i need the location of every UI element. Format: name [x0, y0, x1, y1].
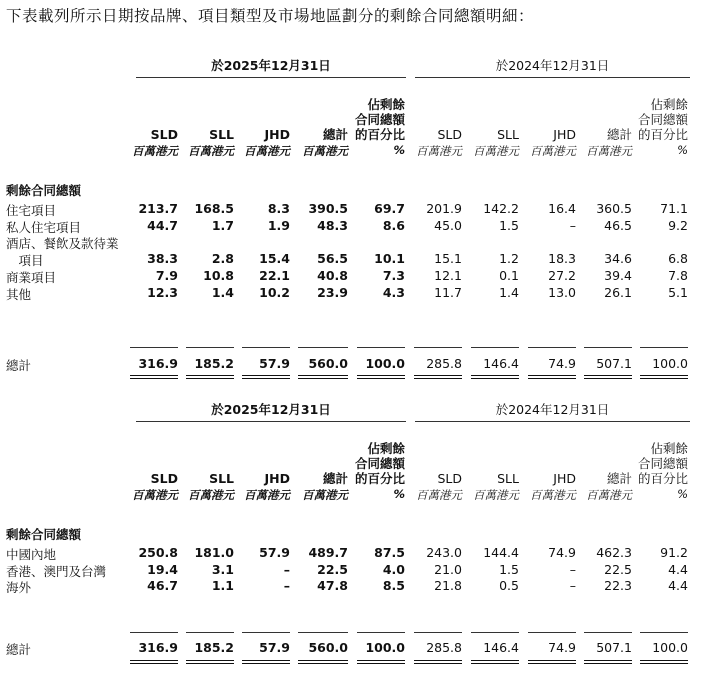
subtotal-rule: [471, 632, 519, 633]
table-cell: 22.5: [604, 561, 632, 577]
group-rule-2025: [136, 77, 406, 78]
table-cell: –: [569, 578, 576, 594]
column-unit: 百萬港元: [132, 144, 178, 158]
table-cell: 40.8: [317, 267, 348, 283]
row-label: 海外: [6, 580, 32, 596]
column-header: [294, 471, 348, 486]
table-cell: 15.1: [434, 251, 462, 267]
total-label: 總計: [6, 642, 32, 657]
table-cell: 7.8: [668, 267, 688, 283]
column-unit: 百萬港元: [188, 488, 234, 502]
table-cell: 12.1: [434, 267, 462, 283]
table-cell: 10.8: [203, 267, 234, 283]
column-header: [580, 471, 632, 486]
table-cell: 0.5: [499, 578, 519, 594]
table-cell: 21.8: [434, 578, 462, 594]
table-cell: 22.1: [259, 267, 290, 283]
table-cell: 26.1: [604, 284, 632, 300]
column-header: [467, 127, 519, 142]
table-cell: 213.7: [138, 201, 178, 216]
subtotal-rule: [584, 632, 632, 633]
total-cell: 285.8: [426, 640, 462, 655]
column-header-line: 總計: [606, 471, 632, 486]
column-unit: 百萬港元: [530, 488, 576, 502]
total-cell: 74.9: [548, 356, 576, 371]
subtotal-rule: [130, 632, 178, 633]
table-cell: 39.4: [604, 267, 632, 283]
total-cell: 560.0: [308, 640, 348, 655]
table-cell: 19.4: [147, 561, 178, 577]
subtotal-rule: [298, 632, 348, 633]
total-cell: 74.9: [548, 640, 576, 655]
column-header-line: 總計: [322, 471, 348, 486]
column-header-line: 的百分比: [354, 127, 405, 142]
column-unit: %: [677, 143, 688, 157]
table-cell: 22.5: [317, 561, 348, 577]
table-cell: 56.5: [317, 251, 348, 267]
table-cell: 1.9: [267, 217, 290, 233]
table-cell: 4.3: [382, 284, 405, 300]
total-double-rule: [186, 660, 234, 664]
column-unit: 百萬港元: [302, 488, 348, 502]
column-unit: 百萬港元: [473, 488, 519, 502]
column-header: [182, 127, 234, 142]
total-double-rule: [242, 660, 290, 664]
table-cell: 5.1: [668, 284, 688, 300]
table-cell: 12.3: [147, 284, 178, 300]
table-cell: 360.5: [596, 201, 632, 216]
column-header-line: 佔剩餘: [367, 441, 405, 456]
column-unit: %: [393, 487, 405, 501]
column-header-line: 佔剩餘: [650, 97, 688, 112]
column-unit: %: [393, 143, 405, 157]
table-cell: 38.3: [147, 251, 178, 267]
column-header-line: 的百分比: [354, 471, 405, 486]
total-cell: 316.9: [138, 640, 178, 655]
group-header-2025: 於2025年12月31日: [211, 402, 331, 417]
column-header: [524, 471, 576, 486]
total-cell: 316.9: [138, 356, 178, 371]
group-header-2024: 於2024年12月31日: [495, 58, 610, 73]
column-unit: 百萬港元: [473, 144, 519, 158]
table-cell: 15.4: [259, 251, 290, 267]
column-unit: 百萬港元: [586, 488, 632, 502]
column-header-line: 合同總額: [354, 456, 405, 471]
total-double-rule: [357, 660, 405, 664]
column-header-line: SLD: [150, 471, 178, 486]
table-cell: 10.1: [374, 251, 405, 267]
column-unit: 百萬港元: [188, 144, 234, 158]
column-header: [238, 471, 290, 486]
table-cell: 168.5: [194, 201, 234, 216]
table-cell: 1.2: [499, 251, 519, 267]
column-header: [410, 127, 462, 142]
table-cell: 8.3: [267, 201, 290, 216]
row-label: 住宅項目: [6, 203, 57, 218]
table-cell: 48.3: [317, 217, 348, 233]
table-cell: 18.3: [548, 251, 576, 267]
column-unit: %: [677, 487, 688, 501]
total-cell: 185.2: [194, 640, 234, 655]
subtotal-rule: [640, 632, 688, 633]
table-cell: 44.7: [147, 217, 178, 233]
group-rule-2024: [415, 77, 690, 78]
group-header-2024: 於2024年12月31日: [495, 402, 610, 417]
table-cell: 34.6: [604, 251, 632, 267]
total-double-rule: [414, 660, 462, 664]
total-double-rule: [528, 660, 576, 664]
table-cell: 4.4: [668, 561, 688, 577]
table-cell: 142.2: [483, 201, 519, 216]
total-cell: 146.4: [483, 640, 519, 655]
column-header-line: 合同總額: [637, 112, 688, 127]
column-header-line: 的百分比: [637, 127, 688, 142]
column-header-line: SLD: [437, 471, 462, 486]
table-cell: 0.1: [499, 267, 519, 283]
table-cell: 1.5: [499, 561, 519, 577]
column-header-line: 佔剩餘: [367, 97, 405, 112]
subtotal-rule: [186, 632, 234, 633]
total-double-rule: [471, 660, 519, 664]
column-header: [349, 97, 405, 142]
subtotal-rule: [357, 632, 405, 633]
table-cell: 489.7: [308, 545, 348, 560]
table-cell: 181.0: [194, 545, 234, 560]
column-header: [126, 471, 178, 486]
column-header-line: 佔剩餘: [650, 441, 688, 456]
section-title: 剩餘合同總額: [6, 527, 82, 542]
group-rule-2025: [136, 421, 406, 422]
table-section: [0, 344, 701, 657]
table-cell: 47.8: [317, 578, 348, 594]
group-header-2025: 於2025年12月31日: [211, 58, 331, 73]
column-unit: 百萬港元: [302, 144, 348, 158]
total-cell: 100.0: [365, 356, 405, 371]
column-header: [238, 127, 290, 142]
table-cell: 4.0: [382, 561, 405, 577]
row-label: 酒店、餐飲及款待業: [6, 236, 119, 252]
total-cell: 100.0: [652, 356, 688, 371]
table-cell: 23.9: [317, 284, 348, 300]
column-header: [126, 127, 178, 142]
table-cell: 45.0: [434, 217, 462, 233]
column-header: [410, 471, 462, 486]
table-cell: 144.4: [483, 545, 519, 560]
total-cell: 560.0: [308, 356, 348, 371]
column-header-line: JHD: [264, 127, 290, 142]
subtotal-rule: [414, 632, 462, 633]
subtotal-rule: [528, 632, 576, 633]
table-cell: 46.5: [604, 217, 632, 233]
table-cell: 21.0: [434, 561, 462, 577]
total-cell: 507.1: [596, 640, 632, 655]
total-cell: 507.1: [596, 356, 632, 371]
section-title: 剩餘合同總額: [6, 183, 82, 198]
table-cell: 250.8: [138, 545, 178, 560]
column-unit: 百萬港元: [244, 144, 290, 158]
total-double-rule: [130, 660, 178, 664]
table-cell: 13.0: [548, 284, 576, 300]
column-header-line: SLL: [209, 471, 234, 486]
column-header-line: SLD: [437, 127, 462, 142]
table-cell: 7.9: [155, 267, 178, 283]
table-cell: 71.1: [660, 201, 688, 216]
table-cell: 57.9: [259, 545, 290, 560]
table-cell: –: [569, 561, 576, 577]
total-double-rule: [298, 660, 348, 664]
table-cell: 1.7: [211, 217, 234, 233]
table-cell: 9.2: [668, 217, 688, 233]
total-cell: 57.9: [259, 640, 290, 655]
table-cell: –: [283, 561, 290, 577]
column-unit: 百萬港元: [416, 488, 462, 502]
row-label: 中國內地: [6, 547, 57, 562]
column-header-line: JHD: [553, 471, 576, 486]
column-header: [580, 127, 632, 142]
column-unit: 百萬港元: [132, 488, 178, 502]
column-header-line: SLL: [209, 127, 234, 142]
column-header-line: 總計: [322, 127, 348, 142]
total-label: 總計: [6, 358, 32, 373]
column-unit: 百萬港元: [586, 144, 632, 158]
table-cell: 1.5: [499, 217, 519, 233]
table-cell: 8.5: [382, 578, 405, 594]
column-header: [349, 441, 405, 486]
total-cell: 185.2: [194, 356, 234, 371]
table-cell: 69.7: [374, 201, 405, 216]
total-double-rule: [584, 660, 632, 664]
table-cell: 7.3: [382, 267, 405, 283]
row-label: 香港、澳門及台灣: [6, 563, 107, 579]
column-header: [467, 471, 519, 486]
table-cell: 462.3: [596, 545, 632, 560]
column-header-line: JHD: [264, 471, 290, 486]
table-cell: 201.9: [426, 201, 462, 216]
table-cell: 10.2: [259, 284, 290, 300]
total-cell: 146.4: [483, 356, 519, 371]
table-cell: –: [283, 578, 290, 594]
table-cell: 22.3: [604, 578, 632, 594]
column-header: [182, 471, 234, 486]
column-header: [524, 127, 576, 142]
table-cell: 11.7: [434, 284, 462, 300]
total-cell: 100.0: [365, 640, 405, 655]
table-cell: –: [569, 217, 576, 233]
table-cell: 16.4: [548, 201, 576, 216]
column-header-line: 合同總額: [354, 112, 405, 127]
table-cell: 390.5: [308, 201, 348, 216]
table-cell: 1.1: [211, 578, 234, 594]
column-header-line: SLL: [497, 471, 519, 486]
table-cell: 2.8: [211, 251, 234, 267]
subtotal-rule: [242, 632, 290, 633]
column-header-line: SLD: [150, 127, 178, 142]
column-header-line: 合同總額: [637, 456, 688, 471]
row-label: 商業項目: [6, 269, 57, 285]
group-rule-2024: [415, 421, 690, 422]
column-header-line: 總計: [606, 127, 632, 142]
column-unit: 百萬港元: [530, 144, 576, 158]
table-cell: 1.4: [211, 284, 234, 300]
table-cell: 1.4: [499, 284, 519, 300]
total-cell: 100.0: [652, 640, 688, 655]
total-double-rule: [640, 660, 688, 664]
column-header-line: JHD: [553, 127, 576, 142]
column-unit: 百萬港元: [244, 488, 290, 502]
row-label: 項目: [6, 253, 44, 269]
table-cell: 3.1: [211, 561, 234, 577]
table-cell: 46.7: [147, 578, 178, 594]
table-cell: 87.5: [374, 545, 405, 560]
column-header-line: 的百分比: [637, 471, 688, 486]
table-cell: 91.2: [660, 545, 688, 560]
column-header: [632, 441, 688, 486]
total-cell: 57.9: [259, 356, 290, 371]
total-cell: 285.8: [426, 356, 462, 371]
row-label: 私人住宅項目: [6, 219, 82, 235]
intro-text: 下表載列所示日期按品牌、項目類型及市場地區劃分的剩餘合同總額明細：: [6, 7, 535, 25]
table-cell: 243.0: [426, 545, 462, 560]
table-cell: 8.6: [382, 217, 405, 233]
column-header-line: SLL: [497, 127, 519, 142]
column-header: [632, 97, 688, 142]
table-cell: 27.2: [548, 267, 576, 283]
table-cell: 4.4: [668, 578, 688, 594]
table-cell: 74.9: [548, 545, 576, 560]
row-label: 其他: [6, 286, 32, 302]
column-header: [294, 127, 348, 142]
table-cell: 6.8: [668, 251, 688, 267]
column-unit: 百萬港元: [416, 144, 462, 158]
